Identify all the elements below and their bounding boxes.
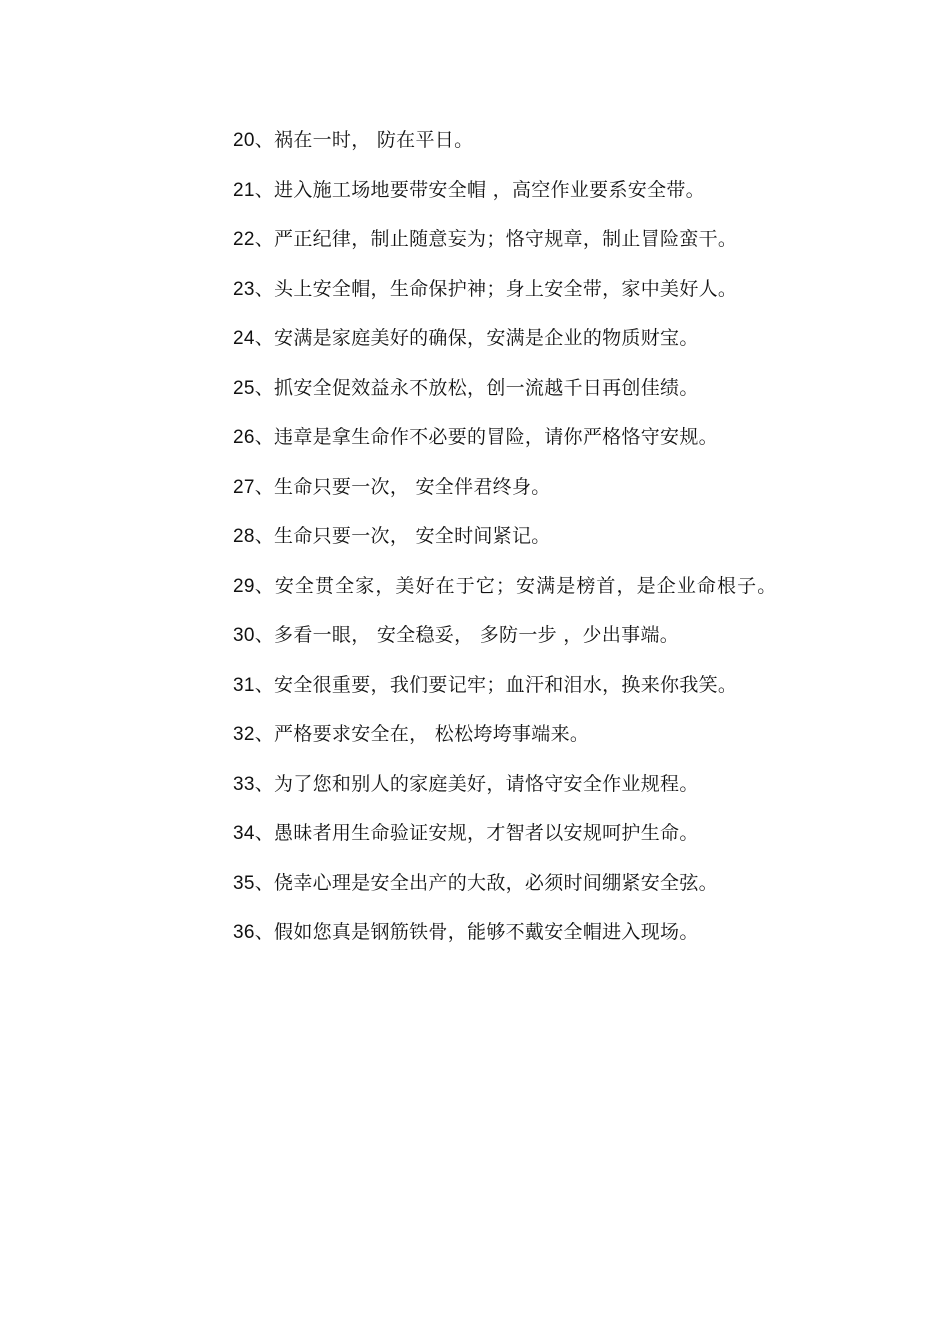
slogan-number: 25 bbox=[233, 377, 255, 399]
slogan-text: 、安全很重要，我们要记牢；血汗和泪水，换来你我笑。 bbox=[254, 673, 738, 696]
slogan-number: 21 bbox=[233, 179, 255, 201]
slogan-text: 、生命只要一次， 安全时间紧记。 bbox=[254, 525, 551, 547]
slogan-text: 、生命只要一次， 安全伴君终身。 bbox=[254, 475, 551, 498]
slogan-item bbox=[142, 116, 822, 166]
slogan-number: 29 bbox=[233, 575, 255, 597]
slogan-number: 30 bbox=[233, 625, 255, 646]
slogan-list bbox=[142, 116, 822, 958]
slogan-text: 、愚昧者用生命验证安规，才智者以安规呵护生命。 bbox=[254, 822, 699, 844]
slogan-number: 22 bbox=[233, 229, 255, 250]
slogan-number: 28 bbox=[233, 526, 255, 547]
slogan-number: 35 bbox=[233, 872, 255, 894]
slogan-number: 33 bbox=[233, 773, 255, 795]
slogan-text: 、为了您和别人的家庭美好，请恪守安全作业规程。 bbox=[254, 772, 699, 795]
slogan-text: 、安全贯全家，美好在于它；安满是榜首，是企业命根子。 bbox=[254, 574, 778, 597]
slogan-item bbox=[142, 710, 822, 760]
slogan-item bbox=[142, 760, 822, 810]
slogan-item bbox=[142, 908, 822, 958]
slogan-item bbox=[142, 859, 822, 909]
slogan-text: 、侥幸心理是安全出产的大敌，必须时间绷紧安全弦。 bbox=[254, 871, 718, 894]
slogan-number: 26 bbox=[233, 427, 255, 448]
slogan-number: 31 bbox=[233, 674, 255, 696]
slogan-number: 27 bbox=[233, 476, 255, 498]
slogan-number: 23 bbox=[233, 278, 255, 300]
slogan-item bbox=[142, 215, 822, 265]
slogan-number: 36 bbox=[233, 922, 255, 943]
slogan-item bbox=[142, 413, 822, 463]
slogan-number: 24 bbox=[233, 328, 255, 349]
slogan-item bbox=[142, 611, 822, 661]
slogan-text: 、抓安全促效益永不放松，创一流越千日再创佳绩。 bbox=[254, 376, 699, 399]
slogan-text: 、进入施工场地要带安全帽 ，高空作业要系安全带。 bbox=[254, 178, 705, 201]
slogan-item bbox=[142, 809, 822, 859]
slogan-text: 、多看一眼， 安全稳妥， 多防一步 ，少出事端。 bbox=[254, 624, 680, 646]
slogan-item bbox=[142, 364, 822, 414]
slogan-text: 、严格要求安全在， 松松垮垮事端来。 bbox=[254, 723, 590, 745]
slogan-item bbox=[142, 463, 822, 513]
slogan-text: 、假如您真是钢筋铁骨，能够不戴安全帽进入现场。 bbox=[254, 921, 699, 943]
slogan-number: 34 bbox=[233, 823, 255, 844]
slogan-number: 20 bbox=[233, 130, 255, 151]
slogan-item bbox=[142, 314, 822, 364]
slogan-number: 32 bbox=[233, 724, 255, 745]
slogan-text: 、头上安全帽，生命保护神；身上安全带，家中美好人。 bbox=[254, 277, 738, 300]
slogan-item bbox=[142, 562, 822, 612]
slogan-item bbox=[142, 661, 822, 711]
slogan-item bbox=[142, 265, 822, 315]
slogan-text: 、严正纪律，制止随意妄为；恪守规章，制止冒险蛮干。 bbox=[254, 228, 738, 250]
slogan-item bbox=[142, 166, 822, 216]
slogan-item bbox=[142, 512, 822, 562]
slogan-text: 、祸在一时， 防在平日。 bbox=[254, 129, 474, 151]
slogan-text: 、违章是拿生命作不必要的冒险，请你严格恪守安规。 bbox=[254, 426, 718, 448]
slogan-text: 、安满是家庭美好的确保，安满是企业的物质财宝。 bbox=[254, 327, 699, 349]
